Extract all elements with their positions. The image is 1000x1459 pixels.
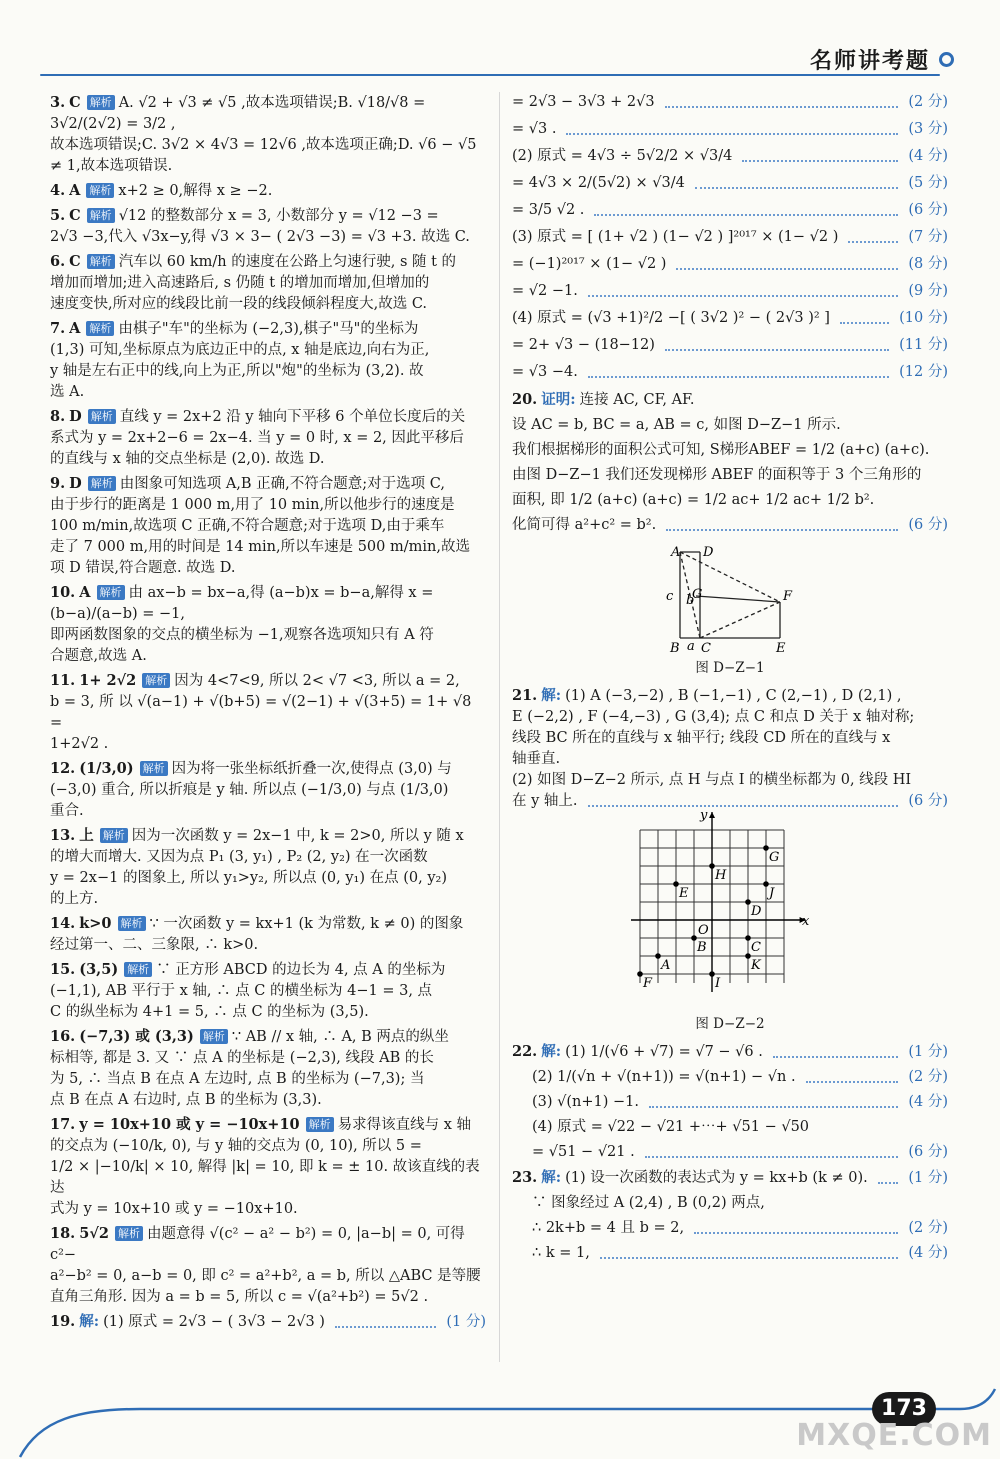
analysis-tag: 解析 <box>87 254 115 269</box>
expression: (3) 原式 = [ (1+ √2 ) (1− √2 ) ]²⁰¹⁷ × (1− √2 ) <box>512 229 839 245</box>
answer-item-11 <box>50 670 486 755</box>
score-label: (4 分) <box>908 1245 948 1261</box>
solution-tag: 解: <box>541 687 562 704</box>
score-row <box>512 92 948 113</box>
explanation-text: 轴垂直. <box>512 751 561 767</box>
question-number: 8. <box>50 408 66 425</box>
answer-line <box>50 913 486 935</box>
expression-text: (1) 1/(√6 + √7) = √7 − √6 . <box>565 1044 763 1060</box>
expression: (4) 原式 = (√3 +1)²/2 −[ ( 3√2 )² − ( 2√3 )² ] <box>512 310 830 326</box>
explanation-text: 即两函数图象的交点的横坐标为 −1,观察各选项知只有 A 符 <box>50 627 434 643</box>
analysis-tag: 解析 <box>200 1029 228 1044</box>
question-number: 21. <box>512 687 538 704</box>
explanation-text: 点 B 在点 A 右边时, 点 B 的坐标为 (3,3). <box>50 1092 322 1108</box>
explanation-text: 由于步行的距离是 1 000 m,用了 10 min,所以他步行的速度是 <box>50 497 455 513</box>
answer-line <box>50 318 486 340</box>
score-row <box>512 227 948 248</box>
answer-choice: (3,5) <box>79 961 119 978</box>
question-number: 5. <box>50 207 66 224</box>
score-row <box>512 1067 948 1088</box>
answer-item-17 <box>50 1114 486 1220</box>
answer-item-14 <box>50 913 486 956</box>
question-number: 6. <box>50 253 66 270</box>
explanation-text: 由 ax−b = bx−a,得 (a−b)x = b−a,解得 x = (b−a)/(a−b) = −1, <box>50 585 434 622</box>
answer-item-16 <box>50 1026 486 1111</box>
explanation-text: b = 3, 所 以 √(a−1) + √(b+5) = √(2−1) + √(3+5) = 1+ √8 = <box>50 694 472 731</box>
segment-gf <box>696 596 780 602</box>
score-row <box>512 119 948 140</box>
score-label: (2 分) <box>908 94 948 110</box>
figure-label-D: D <box>703 545 714 560</box>
answer-item-13 <box>50 825 486 910</box>
explanation-text: 汽车以 60 km/h 的速度在公路上匀速行驶, s 随 t 的 <box>118 254 457 270</box>
point-label-H: H <box>715 868 727 883</box>
analysis-tag: 解析 <box>115 1226 143 1241</box>
score-label: (10 分) <box>899 310 948 326</box>
answer-line <box>50 582 486 625</box>
explanation-text: 100 m/min,故选项 C 正确,不符合题意;对于选项 D,由于乘车 <box>50 518 445 534</box>
answer-item-18 <box>50 1223 486 1308</box>
answer-item-12 <box>50 758 486 822</box>
header-title: 名师讲考题 <box>809 49 930 74</box>
trapezoid-figure <box>650 544 810 654</box>
score-row <box>512 1092 948 1113</box>
explanation-text: 由题意得 √(c² − a² − b²) = 0, |a−b| = 0, 可得 c²− <box>50 1226 465 1263</box>
point-C <box>745 935 751 941</box>
score-label: (7 分) <box>908 229 948 245</box>
question-number: 9. <box>50 475 66 492</box>
figure-label-G: G <box>692 587 703 602</box>
analysis-tag: 解析 <box>100 828 128 843</box>
leader-dots <box>848 241 898 243</box>
right-column <box>512 92 948 1268</box>
y-axis-arrow-icon <box>709 812 715 818</box>
question-number: 22. <box>512 1043 538 1060</box>
explanation-text: 项 D 错误,符合题意. 故选 D. <box>50 560 236 576</box>
answer-item-15 <box>50 959 486 1023</box>
leader-dots <box>742 160 898 162</box>
question-number: 13. <box>50 827 76 844</box>
score-row <box>512 1193 948 1214</box>
leader-dots <box>588 376 889 378</box>
question-number: 4. <box>50 182 66 199</box>
answer-choice: 上 <box>79 827 94 844</box>
question-number: 7. <box>50 320 66 337</box>
leader-dots <box>676 268 898 270</box>
analysis-tag: 解析 <box>124 962 152 977</box>
figure-label-F: F <box>783 589 793 604</box>
point-label-A: A <box>661 958 671 973</box>
explanation-text: 直线 y = 2x+2 沿 y 轴向下平移 6 个单位长度后的关 <box>119 409 466 425</box>
proof-tag: 证明: <box>541 391 576 408</box>
leader-dots <box>335 1326 436 1328</box>
explanation-text: a²−b² = 0, a−b = 0, 即 c² = a²+b², a = b, 所以 △ABC 是等腰 <box>50 1268 481 1284</box>
explanation-text: 设 AC = b, BC = a, AB = c, 如图 D−Z−1 所示. <box>512 417 841 433</box>
leader-dots <box>588 805 899 807</box>
score-label: (2 分) <box>908 1069 948 1085</box>
question-number: 11. <box>50 672 76 689</box>
question-number: 12. <box>50 760 76 777</box>
explanation-text: 速度变快,所对应的线段比前一段的线段倾斜程度大,故选 C. <box>50 296 428 312</box>
answer-item-8 <box>50 406 486 470</box>
answer-line <box>50 251 486 273</box>
score-row <box>512 281 948 302</box>
score-label: (9 分) <box>908 283 948 299</box>
question-number: 19. <box>50 1313 76 1330</box>
score-row <box>512 1167 948 1189</box>
point-I <box>709 971 715 977</box>
explanation-text: ∵ AB // x 轴, ∴ A, B 两点的纵坐 <box>231 1029 449 1045</box>
explanation-text: 故本选项错误;C. 3√2 × 4√3 = 12√6 ,故本选项正确;D. √6 − √5 <box>50 137 477 153</box>
point-label-G: G <box>769 850 780 865</box>
question-number: 15. <box>50 961 76 978</box>
analysis-tag: 解析 <box>142 673 170 688</box>
answer-line <box>50 959 486 981</box>
point-G <box>763 845 769 851</box>
point-D <box>745 899 751 905</box>
explanation-text: 式为 y = 10x+10 或 y = −10x+10. <box>50 1201 298 1217</box>
score-label: (12 分) <box>899 364 948 380</box>
expression <box>512 1142 635 1163</box>
point-H <box>709 863 715 869</box>
answer-choice: 1+ 2√2 <box>79 672 137 689</box>
answer-choice: A <box>69 182 81 199</box>
answer-line <box>512 685 948 707</box>
expression: (2) 原式 = 4√3 ÷ 5√2/2 × √3/4 <box>512 148 733 164</box>
question-number: 20. <box>512 391 538 408</box>
score-label: (8 分) <box>908 256 948 272</box>
answer-item-6 <box>50 251 486 315</box>
expression: = 3/5 √2 . <box>512 202 585 218</box>
analysis-tag: 解析 <box>86 321 114 336</box>
question-number: 14. <box>50 915 76 932</box>
expression: = 2√3 − 3√3 + 2√3 <box>512 94 655 110</box>
figure-caption: 图 D−Z−2 <box>695 1016 765 1032</box>
explanation-text: 连接 AC, CF, AF. <box>579 392 695 408</box>
point-label-I: I <box>715 976 721 991</box>
answer-choice: D <box>69 475 82 492</box>
point-A <box>655 953 661 959</box>
explanation-text: 走了 7 000 m,用的时间是 14 min,所以车速是 500 m/min,故选 <box>50 539 470 555</box>
leader-dots <box>665 106 899 108</box>
answer-choice: C <box>69 253 81 270</box>
answer-choice: 5√2 <box>79 1225 109 1242</box>
expression <box>50 1311 325 1333</box>
score-row <box>512 1218 948 1239</box>
explanation-text: 合题意,故选 A. <box>50 648 147 664</box>
explanation-text: 的增大而增大. 又因为点 P₁ (3, y₁) , P₂ (2, y₂) 在一次函数 <box>50 849 428 865</box>
axis-x-label: x <box>802 914 810 929</box>
explanation-text: x+2 ≥ 0,解得 x ≥ −2. <box>118 183 273 199</box>
leader-dots <box>649 1106 898 1108</box>
analysis-tag: 解析 <box>88 409 116 424</box>
explanation-text: 由图象可知选项 A,B 正确,不符合题意;对于选项 C, <box>119 476 445 492</box>
question-number: 10. <box>50 584 76 601</box>
expression-text: (4) 原式 = √22 − √21 +⋯+ √51 − √50 <box>532 1119 810 1135</box>
score-row <box>512 791 948 812</box>
question-number: 16. <box>50 1028 76 1045</box>
answer-choice: A <box>69 320 81 337</box>
point-label-E: E <box>679 886 689 901</box>
score-row <box>512 200 948 221</box>
score-row <box>512 515 948 536</box>
leader-dots <box>666 529 898 531</box>
answer-choice: C <box>69 94 81 111</box>
explanation-text: 的上方. <box>50 891 99 907</box>
explanation-text: 增加而增加;进入高速路后, s 仍随 t 的增加而增加,但增加的 <box>50 275 430 291</box>
expression: = √3 . <box>512 121 557 137</box>
explanation-text: 系式为 y = 2x+2−6 = 2x−4. 当 y = 0 时, x = 2, 因此平移后 <box>50 430 464 446</box>
expression: = √3 −4. <box>512 364 578 380</box>
answer-item-9 <box>50 473 486 579</box>
score-row <box>50 1311 486 1333</box>
explanation-text: (−1,1), AB 平行于 x 轴, ∴ 点 C 的横坐标为 4−1 = 3, 点 <box>50 983 433 999</box>
answer-item-7 <box>50 318 486 403</box>
expression: 在 y 轴上. <box>512 793 578 809</box>
score-label: (6 分) <box>908 517 948 533</box>
expression <box>512 1193 765 1214</box>
leader-dots <box>645 1156 899 1158</box>
explanation-text: 直角三角形. 因为 a = b = 5, 所以 c = √(a²+b²) = 5√2 . <box>50 1289 429 1305</box>
answer-line <box>50 825 486 847</box>
figure-label-B: B <box>670 641 680 656</box>
explanation-text: 线段 BC 所在的直线与 x 轴平行; 线段 CD 所在的直线与 x <box>512 730 891 746</box>
figure-label-a: a <box>687 639 695 654</box>
score-label: (1 分) <box>908 1044 948 1060</box>
point-label-B: B <box>697 940 707 955</box>
point-label-J: J <box>769 886 775 901</box>
score-row <box>512 146 948 167</box>
explanation-text: 因为 4<7<9, 所以 2< √7 <3, 所以 a = 2, <box>174 673 460 689</box>
expression: 化简可得 a²+c² = b². <box>512 517 657 533</box>
expression-text: (3) √(n+1) −1. <box>532 1094 640 1110</box>
explanation-text: 标相等, 都是 3. 又 ∵ 点 A 的坐标是 (−2,3), 线段 AB 的长 <box>50 1050 434 1066</box>
point-label-C: C <box>751 940 761 955</box>
expression-text: ∴ k = 1, <box>532 1245 590 1261</box>
solution-tag: 解: <box>541 1043 562 1060</box>
point-label-F: F <box>643 976 653 991</box>
point-B <box>691 935 697 941</box>
answer-line <box>50 758 486 780</box>
axis-y-label: y <box>700 808 708 824</box>
explanation-text: 1/2 × |−10/k| × 10, 解得 |k| = 10, 即 k = ± 10. 故该直线的表达 <box>50 1159 480 1196</box>
answer-line <box>50 1114 486 1136</box>
explanation-text: (1) A (−3,−2) , B (−1,−1) , C (2,−1) , D (2,1) , <box>565 688 902 704</box>
score-label: (1 分) <box>446 1314 486 1330</box>
point-K <box>745 953 751 959</box>
score-row <box>512 1041 948 1063</box>
score-row <box>512 362 948 383</box>
leader-dots <box>694 1232 898 1234</box>
figure-caption: 图 D−Z−1 <box>695 660 765 676</box>
explanation-text: 由图 D−Z−1 我们还发现梯形 ABEF 的面积等于 3 个三角形的 <box>512 467 922 483</box>
leader-dots <box>773 1056 898 1058</box>
explanation-text: 的交点为 (−10/k, 0), 与 y 轴的交点为 (0, 10), 所以 5 = <box>50 1138 422 1154</box>
explanation-text: A. √2 + √3 ≠ √5 ,故本选项错误;B. √18/√8 = 3√2/(2√2) = 3/2 , <box>50 95 426 132</box>
answer-line <box>50 180 486 202</box>
explanation-text: 我们根据梯形的面积公式可知, S梯形ABEF = 1/2 (a+c) (a+c). <box>512 442 930 458</box>
analysis-tag: 解析 <box>306 1117 334 1132</box>
leader-dots <box>566 133 898 135</box>
solution-tag: 解: <box>541 1169 562 1186</box>
score-label: (6 分) <box>908 202 948 218</box>
score-row <box>512 173 948 194</box>
answer-item-10 <box>50 582 486 667</box>
figure-label-C: C <box>701 641 711 656</box>
point-J <box>763 881 769 887</box>
explanation-text: 经过第一、二、三象限, ∴ k>0. <box>50 937 259 953</box>
expression <box>512 1041 763 1063</box>
expression-text: (2) 1/(√n + √(n+1)) = √(n+1) − √n . <box>532 1069 796 1085</box>
explanation-text: √12 的整数部分 x = 3, 小数部分 y = √12 −3 = <box>118 208 439 224</box>
explanation-text: 因为将一张坐标纸折叠一次,使得点 (3,0) 与 <box>171 761 452 777</box>
expression <box>512 1218 684 1239</box>
answer-choice: C <box>69 207 81 224</box>
answer-choice: (−7,3) 或 (3,3) <box>79 1028 194 1045</box>
point-F <box>637 971 643 977</box>
answer-choice: (1/3,0) <box>79 760 134 777</box>
expression-text: (1) 设一次函数的表达式为 y = kx+b (k ≠ 0). <box>565 1170 868 1186</box>
answer-item-4 <box>50 180 486 202</box>
explanation-text: (2) 如图 D−Z−2 所示, 点 H 与点 I 的横坐标都为 0, 线段 HI <box>512 772 912 788</box>
expression-text: ∴ 2k+b = 4 且 b = 2, <box>532 1220 685 1236</box>
score-label: (4 分) <box>908 1094 948 1110</box>
leader-dots <box>806 1081 899 1083</box>
segment-cf <box>700 602 780 638</box>
explanation-text: 1+2√2 . <box>50 736 109 752</box>
explanation-text: ≠ 1,故本选项错误. <box>50 158 173 174</box>
leader-dots <box>600 1257 899 1259</box>
expression-text: = √51 − √21 . <box>532 1144 635 1160</box>
answer-choice: k>0 <box>79 915 112 932</box>
expression: = 2+ √3 − (18−12) <box>512 337 655 353</box>
analysis-tag: 解析 <box>88 476 116 491</box>
leader-dots <box>594 214 898 216</box>
explanation-text: 面积, 即 1/2 (a+c) (a+c) = 1/2 ac+ 1/2 ac+ 1/2 b². <box>512 492 875 508</box>
analysis-tag: 解析 <box>140 761 168 776</box>
answer-choice: y = 10x+10 或 y = −10x+10 <box>79 1116 300 1133</box>
header-circle-icon <box>939 52 954 67</box>
answer-choice: D <box>69 408 82 425</box>
expression <box>512 1092 639 1113</box>
page-number: 173 <box>872 1392 936 1426</box>
score-label: (6 分) <box>908 1144 948 1160</box>
answer-item-3 <box>50 92 486 177</box>
expression: = (−1)²⁰¹⁷ × (1− √2 ) <box>512 256 667 272</box>
explanation-text: 由棋子"车"的坐标为 (−2,3),棋子"马"的坐标为 <box>118 321 419 337</box>
explanation-text: 因为一次函数 y = 2x−1 中, k = 2>0, 所以 y 随 x <box>131 828 464 844</box>
explanation-text: 为 5, ∴ 当点 B 在点 A 左边时, 点 B 的坐标为 (−7,3); 当 <box>50 1071 425 1087</box>
expression <box>512 1067 796 1088</box>
explanation-text: ∵ 正方形 ABCD 的边长为 4, 点 A 的坐标为 <box>156 962 446 978</box>
explanation-text: (1,3) 可知,坐标原点为底边正中的点, x 轴是底边,向右为正, <box>50 342 430 358</box>
leader-dots <box>665 349 889 351</box>
explanation-text: E (−2,2) , F (−4,−3) , G (3,4); 点 C 和点 D 关于 x 轴对称; <box>512 709 915 725</box>
leader-dots <box>878 1182 899 1184</box>
figure-label-c: c <box>666 589 674 604</box>
analysis-tag: 解析 <box>87 95 115 110</box>
figure-label-A: A <box>671 545 681 560</box>
analysis-tag: 解析 <box>86 183 114 198</box>
score-row <box>512 254 948 275</box>
leader-dots <box>695 187 898 189</box>
explanation-text: (−3,0) 重合, 所以折痕是 y 轴. 所以点 (−1/3,0) 与点 (1/3,0) <box>50 782 449 798</box>
score-row <box>512 1142 948 1163</box>
analysis-tag: 解析 <box>97 585 125 600</box>
explanation-text: 的直线与 x 轴的交点坐标是 (2,0). 故选 D. <box>50 451 325 467</box>
score-label: (6 分) <box>908 793 948 809</box>
score-label: (4 分) <box>908 148 948 164</box>
point-label-K: K <box>751 958 761 973</box>
analysis-tag: 解析 <box>87 208 115 223</box>
coordinate-grid-figure <box>630 808 830 1010</box>
point-label-D: D <box>751 904 762 919</box>
answer-line <box>50 406 486 428</box>
point-E <box>673 881 679 887</box>
expression <box>512 1117 809 1138</box>
answer-choice: A <box>79 584 91 601</box>
explanation-text: y 轴是左右正中的线,向上为正,所以"炮"的坐标为 (3,2). 故 <box>50 363 424 379</box>
explanation-text: 重合. <box>50 803 84 819</box>
score-label: (2 分) <box>908 1220 948 1236</box>
figure-label-E: E <box>776 641 786 656</box>
analysis-tag: 解析 <box>118 916 146 931</box>
question-number: 23. <box>512 1169 538 1186</box>
score-label: (11 分) <box>899 337 948 353</box>
score-label: (3 分) <box>908 121 948 137</box>
question-number: 3. <box>50 94 66 111</box>
answer-line <box>50 92 486 135</box>
explanation-text: y = 2x−1 的图象上, 所以 y₁>y₂, 所以点 (0, y₁) 在点 (0, y₂) <box>50 870 448 886</box>
score-label: (5 分) <box>908 175 948 191</box>
watermark: MXQE.COM <box>796 1418 992 1453</box>
answer-line <box>50 205 486 227</box>
left-column <box>50 92 486 1333</box>
answer-line <box>50 473 486 495</box>
expression: = 4√3 × 2/(5√2) × √3/4 <box>512 175 685 191</box>
expression: = √2 −1. <box>512 283 578 299</box>
explanation-text: 易求得该直线与 x 轴 <box>337 1117 472 1133</box>
origin-label: O <box>698 923 709 938</box>
score-row <box>512 308 948 329</box>
explanation-text: 选 A. <box>50 384 85 400</box>
leader-dots <box>588 295 899 297</box>
expression-text: ∵ 图象经过 A (2,4) , B (0,2) 两点, <box>532 1195 765 1211</box>
explanation-text: C 的纵坐标为 4+1 = 5, ∴ 点 C 的坐标为 (3,5). <box>50 1004 369 1020</box>
explanation-text: ∵ 一次函数 y = kx+1 (k 为常数, k ≠ 0) 的图象 <box>149 916 464 932</box>
answer-line <box>512 389 948 411</box>
answer-line <box>50 1026 486 1048</box>
score-label: (1 分) <box>908 1170 948 1186</box>
figure-label-b: b <box>686 593 695 608</box>
header-rule <box>40 74 940 76</box>
expression <box>512 1243 590 1264</box>
answer-line <box>50 670 486 692</box>
expression <box>512 1167 868 1189</box>
answer-line <box>50 1223 486 1266</box>
question-number: 18. <box>50 1225 76 1242</box>
score-row <box>512 1117 948 1138</box>
solution-tag: 解: <box>79 1313 100 1330</box>
explanation-text: 2√3 −3,代入 √3x−y,得 √3 × 3− ( 2√3 −3) = √3 +3. 故选 C. <box>50 229 470 245</box>
answer-item-5 <box>50 205 486 248</box>
question-number: 17. <box>50 1116 76 1133</box>
score-row <box>512 335 948 356</box>
leader-dots <box>840 322 889 324</box>
expression-text: (1) 原式 = 2√3 − ( 3√3 − 2√3 ) <box>103 1314 325 1330</box>
score-row <box>512 1243 948 1264</box>
